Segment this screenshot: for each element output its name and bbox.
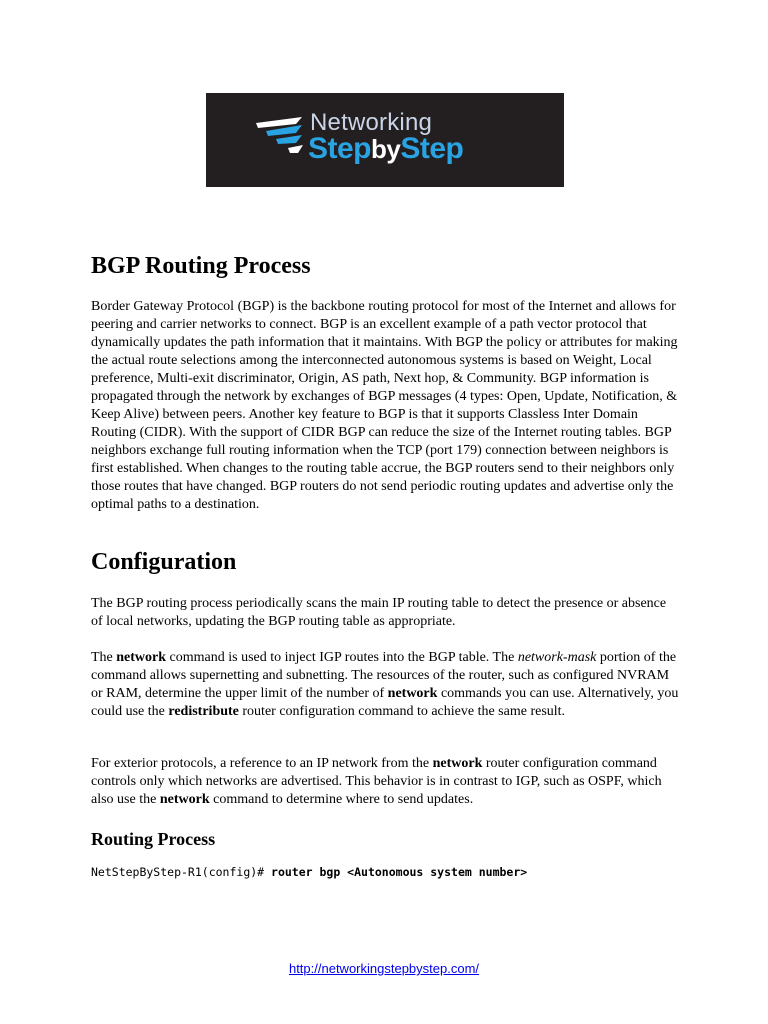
network-keyword: network — [116, 650, 167, 665]
redistribute-keyword: redistribute — [168, 704, 239, 719]
config-paragraph-1: The BGP routing process periodically scans the main IP routing table to detect the presence or absence of local networks, updating the BGP routing table as appropriate. — [91, 596, 667, 629]
network-keyword: network — [159, 792, 210, 807]
logo-by-word: by — [371, 134, 401, 164]
code-line — [91, 865, 527, 879]
site-logo — [206, 93, 564, 187]
network-mask-term: network-mask — [517, 650, 597, 665]
text-run: router configuration command to achieve the same result. — [238, 704, 566, 719]
text-run: commands you can use. Alternatively, you could use the — [91, 686, 679, 719]
configuration-heading: Configuration — [91, 549, 237, 575]
network-keyword: network — [387, 686, 438, 701]
config-paragraph-2 — [91, 649, 681, 721]
text-run: router configuration command controls only which networks are advertised. This behavior is in contrast to IGP, such as OSPF, which also use the — [91, 756, 662, 807]
text-run: For exterior protocols, a reference to an IP network from the — [91, 756, 433, 771]
logo-networking-text: Networking — [310, 109, 433, 136]
code-command: router bgp <Autonomous system number> — [271, 865, 528, 879]
page-title: BGP Routing Process — [91, 253, 311, 279]
logo-step-word-2: Step — [400, 132, 464, 165]
config-paragraph-3 — [91, 755, 681, 809]
logo-stepbystep-text — [308, 132, 463, 166]
text-run: command is used to inject IGP routes into the BGP table. The — [166, 650, 518, 665]
routing-process-heading: Routing Process — [91, 829, 216, 849]
network-keyword: network — [432, 756, 483, 771]
text-run: The — [91, 650, 117, 665]
intro-paragraph: Border Gateway Protocol (BGP) is the backbone routing protocol for most of the Internet and allows for peering and carrier networks to connect. BGP is an excellent example of a path vector protocol that dynamically updates the path information that it maintains. With BGP the policy or attributes for making the actual route selections among the interconnected autonomous systems is based on Weight, Local preference, Multi-exit discriminator, Origin, AS path, Next hop, & Community. BGP information is propagated through the network by exchanges of BGP messages (4 types: Open, Update, Notification, & Keep Alive) between peers. Another key feature to BGP is that it supports Classless Inter Domain Routing (CIDR). With the support of CIDR BGP can reduce the size of the Internet routing tables. BGP neighbors exchange full routing information when the TCP (port 179) connection between neighbors is first established. When changes to the routing table accrue, the BGP routers send to their neighbors only those routes that have changed. BGP routers do not send periodic routing updates and advertise only the optimal paths to a destination. — [91, 299, 678, 512]
footer — [0, 961, 768, 976]
text-run: command to determine where to send updates. — [209, 792, 474, 807]
footer-website-link[interactable]: http://networkingstepbystep.com/ — [288, 961, 480, 976]
text-run: portion of the command allows supernetting and subnetting. The resources of the router, such as configured NVRAM or RAM, determine the upper limit of the number of — [91, 650, 677, 701]
logo-step-word: Step — [308, 132, 372, 165]
code-prompt: NetStepByStep-R1(config)# — [91, 865, 272, 879]
